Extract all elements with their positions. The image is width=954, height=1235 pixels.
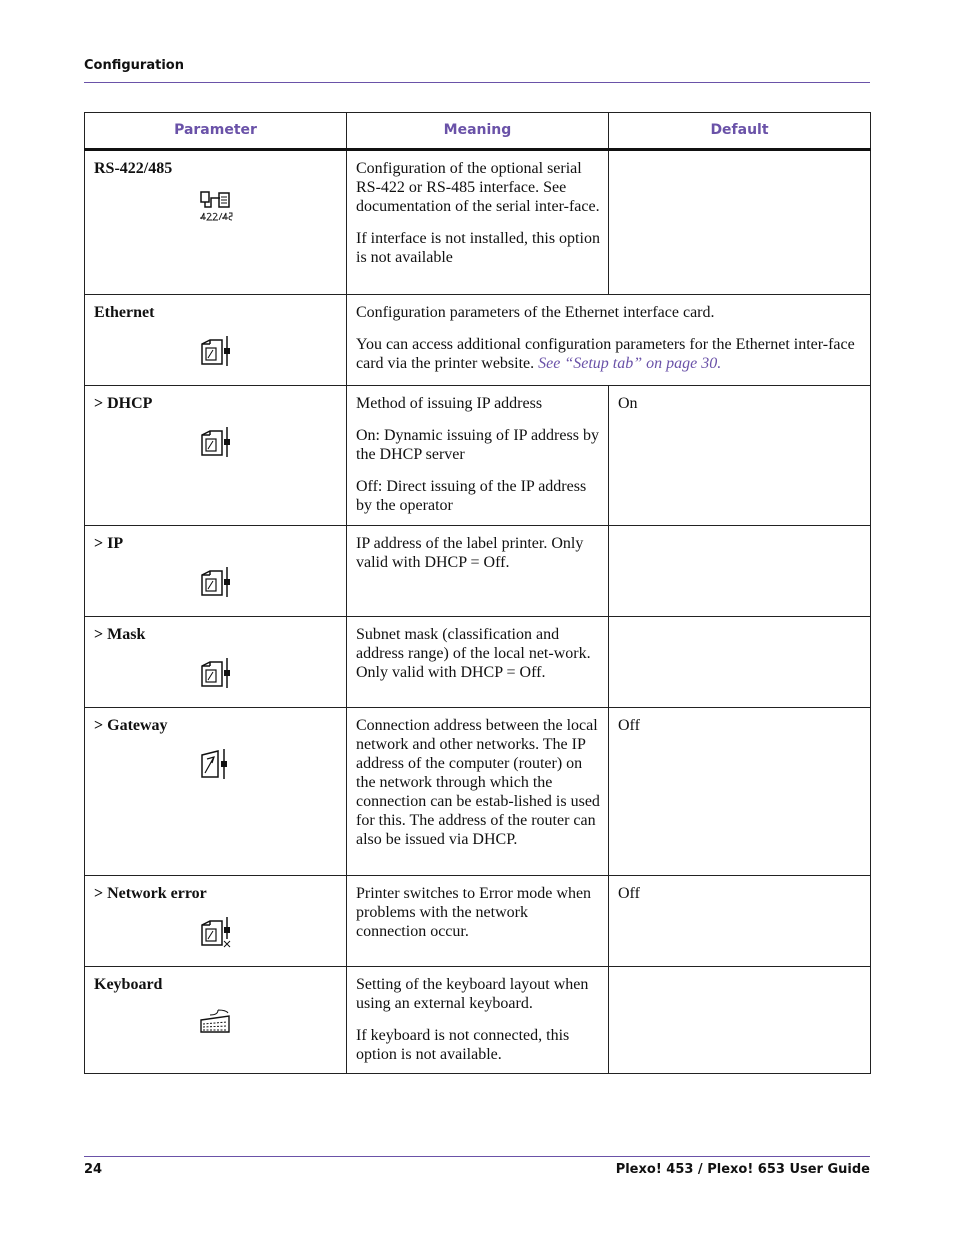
default-cell	[609, 967, 871, 1074]
parameter-cell	[85, 617, 347, 708]
parameter-cell	[85, 708, 347, 876]
setup-tab-link[interactable]: See “Setup tab” on page 30.	[538, 355, 722, 372]
column-header-default: Default	[609, 113, 871, 150]
parameter-name: Ethernet	[94, 304, 155, 321]
meaning-text	[356, 335, 862, 373]
table-row	[85, 617, 871, 708]
parameter-name: RS-422/485	[94, 160, 173, 177]
default-cell: Off	[609, 708, 871, 876]
table-row	[85, 708, 871, 876]
table-row	[85, 876, 871, 967]
meaning-cell	[347, 386, 609, 526]
meaning-text: Subnet mask (classification and address range) of the local net-work. Only valid with DHCP = Off.	[356, 626, 591, 681]
parameter-cell	[85, 876, 347, 967]
meaning-text: If interface is not installed, this option is not available	[356, 230, 600, 266]
default-cell: Off	[609, 876, 871, 967]
meaning-text: Connection address between the local network and other networks. The IP address of the computer (router) on the network through which the connection can be estab-lished is used for this. The address of the router can also be issued via DHCP.	[356, 717, 600, 848]
ethernet-config-icon	[198, 656, 238, 690]
meaning-cell	[347, 708, 609, 876]
parameter-cell	[85, 967, 347, 1074]
default-cell	[609, 526, 871, 617]
gateway-icon	[198, 747, 238, 781]
parameter-name: > DHCP	[94, 395, 153, 412]
meaning-text: Configuration of the optional serial RS-422 or RS-485 interface. See documentation of the serial inter-face.	[356, 160, 600, 215]
meaning-cell	[347, 876, 609, 967]
meaning-text: Off: Direct issuing of the IP address by the operator	[356, 478, 587, 514]
table-header-row	[85, 113, 871, 150]
meaning-cell	[347, 617, 609, 708]
parameter-cell	[85, 386, 347, 526]
column-header-meaning: Meaning	[347, 113, 609, 150]
page-number: 24	[84, 1162, 103, 1177]
ethernet-config-icon	[198, 565, 238, 599]
meaning-text: Setting of the keyboard layout when using an external keyboard.	[356, 976, 589, 1012]
parameter-name: > Network error	[94, 885, 207, 902]
header-rule	[84, 82, 870, 83]
table-row	[85, 526, 871, 617]
table-row	[85, 150, 871, 295]
serial-interface-icon	[198, 190, 238, 224]
meaning-cell	[347, 150, 609, 295]
parameter-name: > Mask	[94, 626, 146, 643]
parameter-name: > IP	[94, 535, 124, 552]
parameter-name: > Gateway	[94, 717, 168, 734]
meaning-text: Printer switches to Error mode when problems with the network connection occur.	[356, 885, 592, 940]
running-header: Configuration	[84, 58, 184, 73]
parameter-name: Keyboard	[94, 976, 163, 993]
table-row	[85, 295, 871, 386]
meaning-text: Configuration parameters of the Ethernet interface card.	[356, 304, 715, 321]
meaning-text: On: Dynamic issuing of IP address by the DHCP server	[356, 427, 599, 463]
parameter-table	[84, 112, 871, 1074]
keyboard-icon	[198, 1006, 238, 1040]
column-header-parameter: Parameter	[85, 113, 347, 150]
guide-title: Plexo! 453 / Plexo! 653 User Guide	[615, 1162, 870, 1177]
default-cell	[609, 617, 871, 708]
ethernet-config-icon	[198, 334, 238, 368]
meaning-cell	[347, 295, 871, 386]
meaning-text: Method of issuing IP address	[356, 395, 543, 412]
parameter-cell	[85, 526, 347, 617]
default-cell: On	[609, 386, 871, 526]
ethernet-config-icon	[198, 425, 238, 459]
default-cell	[609, 150, 871, 295]
meaning-text: If keyboard is not connected, this option is not available.	[356, 1027, 570, 1063]
footer-rule	[84, 1156, 870, 1157]
meaning-text-body: You can access additional configuration parameters for the Ethernet inter-face card via the printer website.	[356, 336, 855, 372]
network-error-icon	[198, 915, 238, 949]
parameter-cell	[85, 150, 347, 295]
table-row	[85, 967, 871, 1074]
table-row	[85, 386, 871, 526]
meaning-cell	[347, 967, 609, 1074]
meaning-cell	[347, 526, 609, 617]
meaning-text: IP address of the label printer. Only valid with DHCP = Off.	[356, 535, 584, 571]
parameter-cell	[85, 295, 347, 386]
